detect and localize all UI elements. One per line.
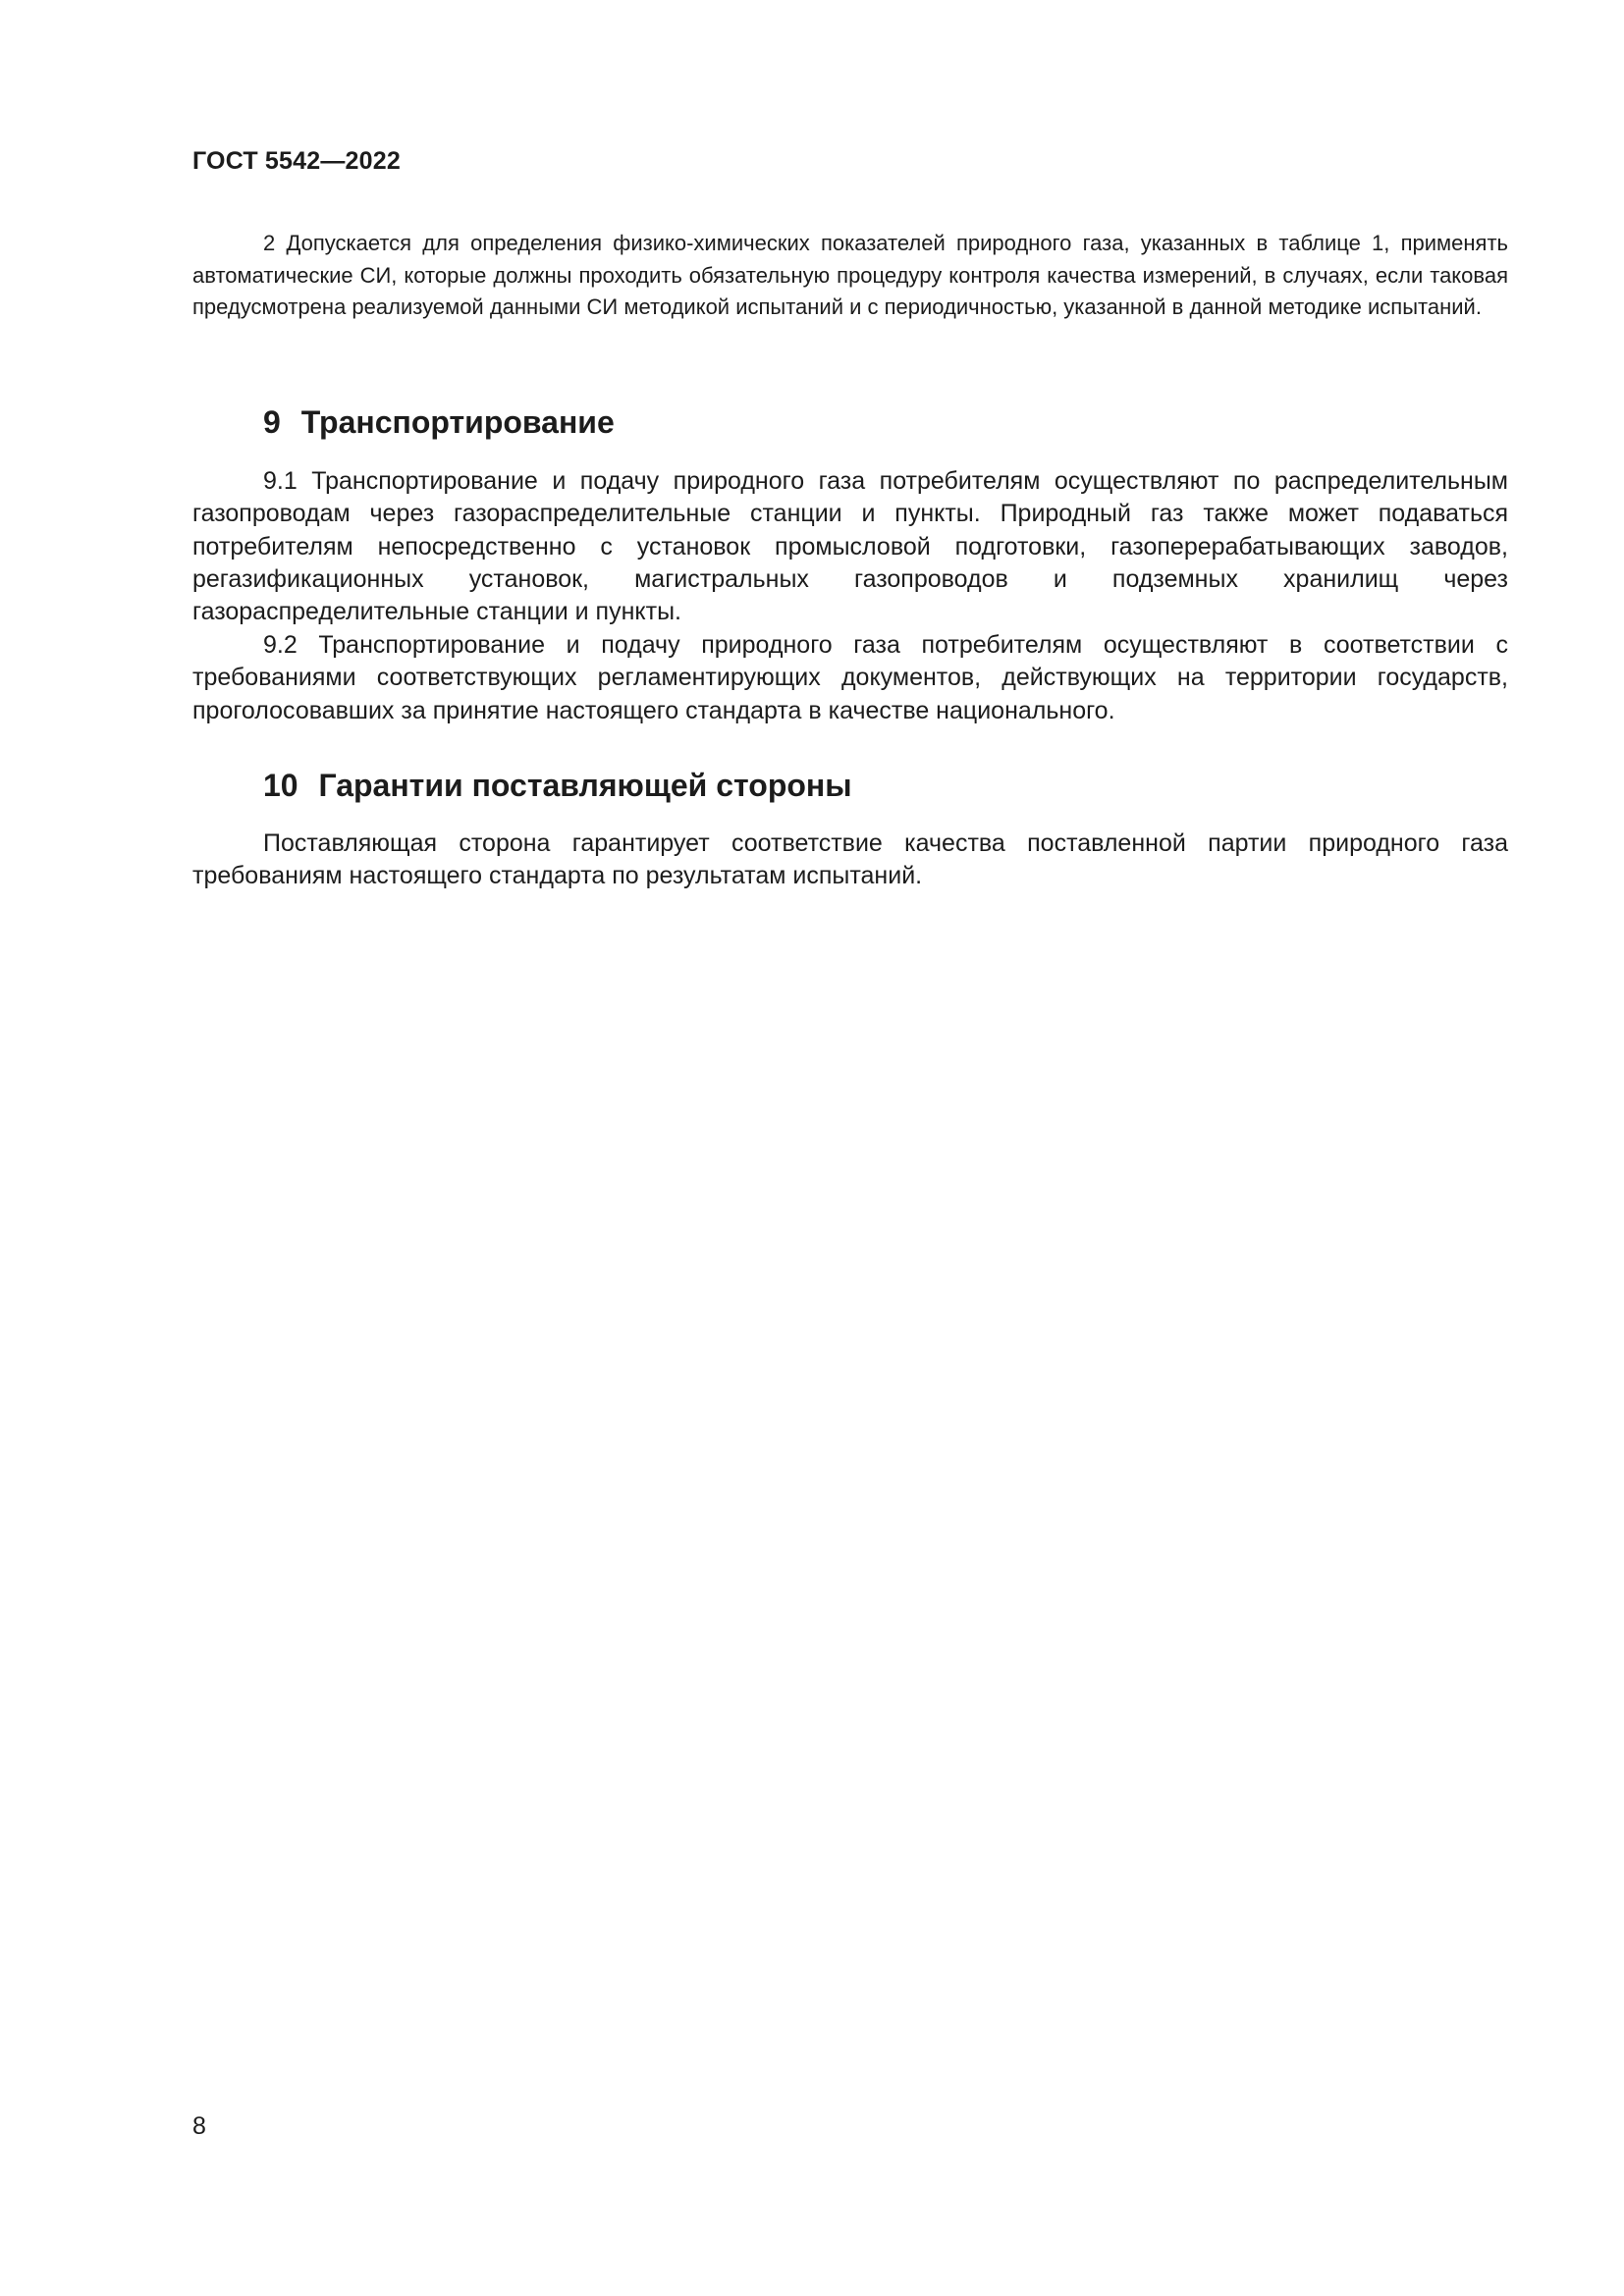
section-9-number: 9 [263, 404, 281, 440]
section-10-title: Гарантии поставляющей стороны [318, 768, 852, 803]
paragraph-9-1: 9.1 Транспортирование и подачу природного газа потребителям осуществляют по распределительным газопроводам через газораспределительные станции и пункты. Природный газ также может подаваться потребителям непосредственно с установок промысловой подготовки, газоперерабатывающих заводов, регазификационных установок, магистральных газопроводов и подземных хранилищ через газораспределительные станции и пункты. [192, 467, 1508, 626]
paragraph-9-2: 9.2 Транспортирование и подачу природного газа потребителям осуществляют в соответствии с требованиями соответствующих регламентирующих документов, действующих на территории государств, проголосовавших за принятие настоящего стандарта в качестве национального. [192, 631, 1508, 724]
page-number: 8 [192, 2112, 206, 2140]
table-note-2: 2 Допускается для определения физико-химических показателей природного газа, указанных в таблице 1, применять автоматические СИ, которые должны проходить обязательную процедуру контроля качества измерений, в случаях, если таковая предусмотрена реализуемой данными СИ методикой испытаний и с периодичностью, указанной в данной методике испытаний. [192, 231, 1508, 319]
section-10-number: 10 [263, 768, 298, 803]
paragraph-10: Поставляющая сторона гарантирует соответствие качества поставленной партии природного газа требованиям настоящего стандарта по результатам испытаний. [192, 829, 1508, 890]
section-9-heading [263, 404, 615, 441]
document-header: ГОСТ 5542—2022 [192, 147, 401, 175]
section-9-title: Транспортирование [300, 404, 615, 440]
section-10-heading [263, 768, 852, 804]
